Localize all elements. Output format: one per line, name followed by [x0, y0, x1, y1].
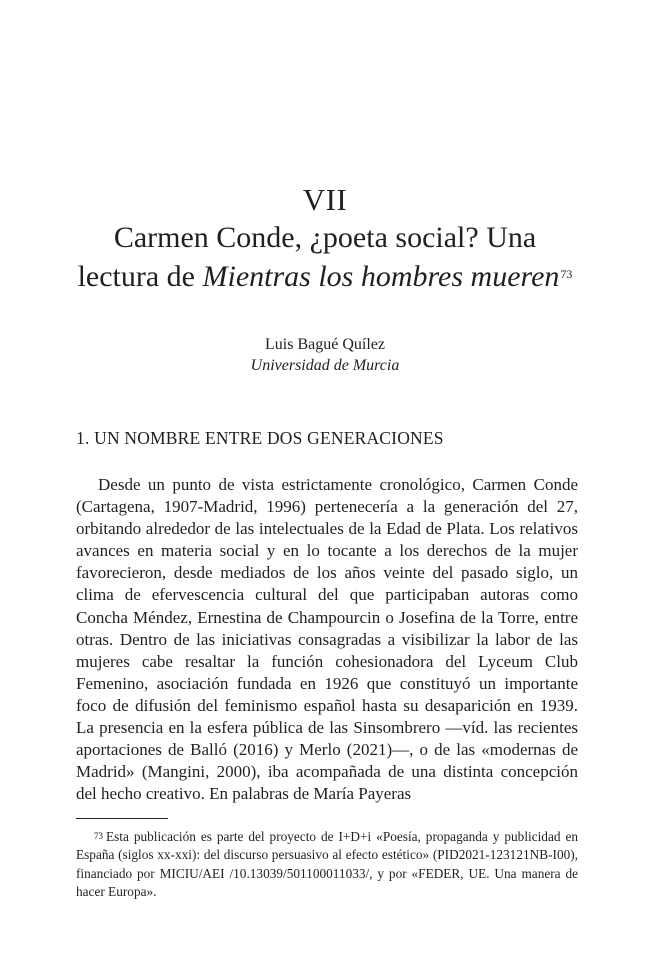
- chapter-title: [60, 218, 590, 296]
- chapter-title-italic-work: Mientras los hombres mueren: [202, 260, 560, 293]
- footnote-mark: 73: [94, 831, 103, 841]
- footnote: [76, 828, 578, 902]
- chapter-title-line-1: Carmen Conde, ¿poeta social? Una: [113, 221, 537, 254]
- footnote-text: Esta publicación es parte del proyecto de I+D+i «Poesía, propaganda y publicidad en España (siglos xx-xxi): del discurso persuasivo al efecto estético» (PID2021-123121NB-I00), financiado por MICIU/AEI /10.13039/501100011033/, y por «FEDER, UE. Una manera de hacer Europa».: [76, 829, 578, 900]
- body-paragraph: Desde un punto de vista estrictamente cronológico, Carmen Conde (Cartagena, 1907-Madrid, 1996) pertenecería a la generación del 27, orbitando alrededor de las intelectuales de la Edad de Plata. Los relativos avances en materia social y en lo tocante a los derechos de la mujer favorecieron, desde mediados de los años veinte del pasado siglo, un clima de efervescencia cultural del que participaban autoras como Concha Méndez, Ernestina de Champourcin o Josefina de la Torre, entre otras. Dentro de las iniciativas consagradas a visibilizar la labor de las mujeres cabe resaltar la función cohesionadora del Lyceum Club Femenino, asociación fundada en 1926 que constituyó un importante foco de difusión del feminismo español hasta su desaparición en 1939. La presencia en la esfera pública de las Sinsombrero —víd. las recientes aportaciones de Balló (2016) y Merlo (2021)—, o de las «modernas de Madrid» (Mangini, 2000), iba acompañada de una distinta concepción del hecho creativo. En palabras de María Payeras: [76, 475, 578, 804]
- section-heading: 1. UN NOMBRE ENTRE DOS GENERACIONES: [76, 428, 444, 448]
- footnote-divider: [76, 818, 168, 819]
- author-affiliation: Universidad de Murcia: [250, 357, 400, 374]
- chapter-title-line-2-prefix: lectura de: [77, 260, 203, 293]
- author-block: [0, 334, 650, 376]
- chapter-number: VII: [302, 182, 348, 217]
- author-name: Luis Bagué Quílez: [265, 336, 385, 353]
- footnote-reference-mark[interactable]: 73: [560, 267, 573, 281]
